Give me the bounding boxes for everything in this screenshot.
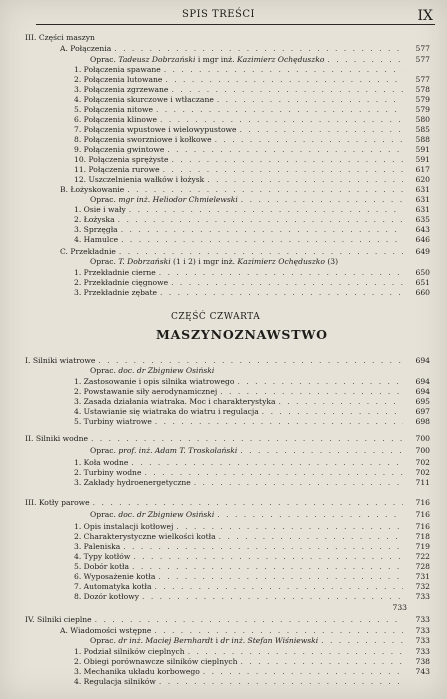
toc-author: Oprac. doc. dr Zbigniew Osiński [90,366,215,375]
toc-entry: 1. Opis instalacji kotłowej . . . 716 [74,522,430,531]
toc-entry: 7. Automatyka kotła . . . 732 [74,582,430,591]
section-heading: III. Kotły parowe . . . 716 [25,498,430,507]
page-number: IX [417,8,433,24]
toc-entry: C. Przekładnie . . . 649 [60,247,430,256]
toc-entry: 2. Charakterystyczne wielkości kotła . . . 718 [74,532,430,541]
toc-entry: 6. Połączenia klinowe . . . 580 [74,115,430,124]
toc-entry: 8. Połączenia sworzniowe i kołkowe . . . 588 [74,135,430,144]
toc-entry: 4. Połączenia skurczowe i wtłaczane . . . 579 [74,95,430,104]
toc-entry: 3. Przekładnie zębate . . . 660 [74,288,430,297]
toc-entry: 6. Wyposażenie kotła . . . 731 [74,572,430,581]
toc-author: Oprac. Tadeusz Dobrzański i mgr inż. Kazimierz Ochęduszko . . . 577 [90,55,430,64]
header-rule [36,24,435,25]
toc-entry: 4. Regulacja silników . . . [74,677,430,686]
toc-author: Oprac. T. Dobrzański (1 i 2) i mgr inż. Kazimierz Ochęduszko (3) [90,257,339,266]
toc-page-ref: 733 [392,603,407,612]
toc-entry: B. Łożyskowanie . . . 631 [60,185,430,194]
toc-entry: 4. Hamulce . . . 646 [74,235,430,244]
toc-entry: 3. Zasada działania wiatraka. Moc i charakterystyka . . . 695 [74,397,430,406]
toc-entry: A. Wiadomości wstępne . . . 733 [60,626,430,635]
toc-entry: 3. Sprzęgła . . . 643 [74,225,430,234]
toc-entry: 3. Połączenia zgrzewane . . . 578 [74,85,430,94]
section-heading: I. Silniki wiatrowe . . . 694 [25,356,430,365]
toc-entry: 5. Turbiny wiatrowe . . . 698 [74,417,430,426]
toc-entry: 1. Przekładnie cierne . . . 650 [74,268,430,277]
section-heading: II. Silniki wodne . . . 700 [25,434,430,443]
toc-entry: 1. Zastosowanie i opis silnika wiatrowego . . . 694 [74,377,430,386]
toc-entry: 9. Połączenia gwintowe . . . 591 [74,145,430,154]
section-heading: IV. Silniki cieplne . . . 733 [25,615,430,624]
toc-entry: 12. Uszczelnienia wałków i łożysk . . . 620 [74,175,430,184]
toc-author: Oprac. mgr inż. Heliodor Chmielewski . . . 631 [90,195,430,204]
toc-author: Oprac. prof. inż. Adam T. Troskolański . . . 700 [90,446,430,455]
toc-entry: 11. Połączenia rurowe . . . 617 [74,165,430,174]
toc-entry: 2. Turbiny wodne . . . 702 [74,468,430,477]
toc-entry: 2. Obiegi porównawcze silników cieplnych . . . 738 [74,657,430,666]
toc-entry: 1. Połączenia spawane . . . [74,65,430,74]
toc-entry: 1. Osie i wały . . . 631 [74,205,430,214]
toc-entry: A. Połączenia . . . 577 [60,44,430,53]
section-heading: III. Części maszyn [25,33,95,42]
toc-entry: 5. Połączenia nitowe . . . 579 [74,105,430,114]
toc-author: Oprac. dr inż. Maciej Bernhardt i dr inż. Stefan Wiśniewski . . . 733 [90,636,430,645]
toc-entry: 5. Dobór kotła . . . 728 [74,562,430,571]
toc-entry: 3. Zakłady hydroenergetyczne . . . 711 [74,478,430,487]
toc-entry: 3. Mechanika układu korbowego . . . 743 [74,667,430,676]
toc-entry: 2. Połączenia lutowane . . . 577 [74,75,430,84]
toc-entry: 1. Podział silników cieplnych . . . 733 [74,647,430,656]
toc-entry: 4. Ustawianie się wiatraka do wiatru i regulacja . . . 697 [74,407,430,416]
toc-entry: 8. Dozór kotłowy . . . 733 [74,592,430,601]
toc-entry: 2. Powstawanie siły aerodynamicznej . . . 694 [74,387,430,396]
page-header [0,4,447,28]
toc-entry: 3. Paleniska . . . 719 [74,542,430,551]
running-title: SPIS TREŚCI [182,9,256,20]
toc-entry: 7. Połączenia wpustowe i wielowypustowe . . . 585 [74,125,430,134]
part-label: CZĘŚĆ CZWARTA [171,312,261,322]
toc-entry: 4. Typy kotłów . . . 722 [74,552,430,561]
toc-author: Oprac. doc. dr Zbigniew Osiński . . . 716 [90,510,430,519]
part-title: MASZYNOZNAWSTWO [156,327,328,342]
toc-entry: 1. Koła wodne . . . 702 [74,458,430,467]
toc-entry: 2. Przekładnie cięgnowe . . . 651 [74,278,430,287]
toc-entry: 2. Łożyska . . . 635 [74,215,430,224]
toc-entry: 10. Połączenia sprężyste . . . 591 [74,155,430,164]
